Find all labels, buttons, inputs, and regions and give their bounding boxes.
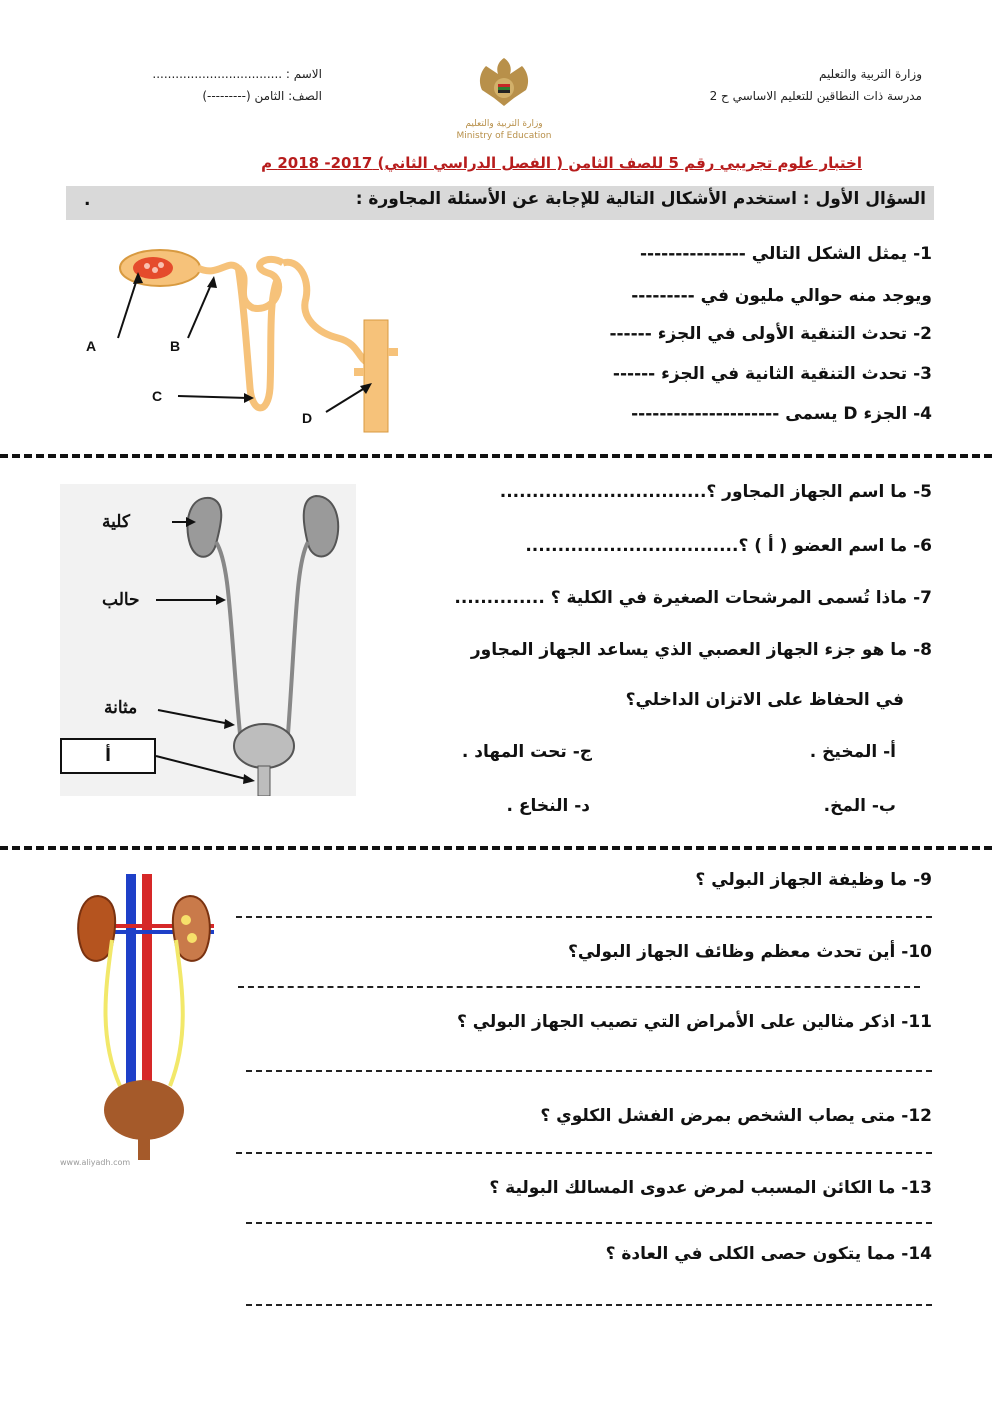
question-5: 5- ما اسم الجهاز المجاور ؟................................ — [499, 482, 932, 502]
urinary-system-diagram — [60, 484, 356, 796]
choice-a[interactable]: أ- المخيخ . — [809, 742, 896, 762]
answer-line-14[interactable] — [246, 1304, 932, 1306]
ministry-logo — [456, 54, 552, 144]
logo-text-en: Ministry of Education — [456, 131, 552, 141]
section1-heading — [66, 186, 934, 220]
urinary-color-diagram — [58, 866, 230, 1176]
eagle-emblem-icon — [456, 54, 552, 114]
question-2: 2- تحدث التنقية الأولى في الجزء ------ — [609, 324, 932, 344]
label-kidney: كلية — [102, 512, 130, 531]
question-10: 10- أين تحدث معظم وظائف الجهاز البولي؟ — [568, 942, 932, 962]
question-14: 14- مما يتكون حصى الكلى في العادة ؟ — [605, 1244, 932, 1264]
student-name-field[interactable]: الاسم : .................................. — [152, 67, 322, 81]
answer-line-12[interactable] — [236, 1152, 932, 1154]
section-divider — [0, 454, 992, 458]
answer-line-10[interactable] — [238, 986, 920, 988]
answer-line-9[interactable] — [236, 916, 932, 918]
label-ureter: حالب — [102, 590, 140, 609]
ministry-name: وزارة التربية والتعليم — [818, 67, 922, 81]
nephron-label-a: A — [86, 338, 97, 354]
question-4: 4- الجزء D يسمى --------------------- — [631, 404, 932, 424]
nephron-label-c: C — [152, 388, 163, 404]
choice-d[interactable]: د- النخاع . — [506, 796, 590, 816]
question-9: 9- ما وظيفة الجهاز البولي ؟ — [695, 870, 932, 890]
question-7: 7- ماذا تُسمى المرشحات الصغيرة في الكلية ؟ .............. — [454, 588, 932, 608]
question-8: 8- ما هو جزء الجهاز العصبي الذي يساعد الجهاز المجاور — [470, 640, 932, 660]
nephron-illustration — [78, 238, 408, 438]
urinary-color-illustration — [58, 866, 230, 1176]
question-6: 6- ما اسم العضو ( أ ) ؟................................. — [525, 536, 932, 556]
question-3: 3- تحدث التنقية الثانية في الجزء ------ — [612, 364, 932, 384]
section-divider — [0, 846, 992, 850]
section1-heading-text: السؤال الأول : استخدم الأشكال التالية للإجابة عن الأسئلة المجاورة : — [355, 189, 926, 209]
answer-line-13[interactable] — [246, 1222, 932, 1224]
nephron-label-d: D — [302, 410, 313, 426]
logo-text-ar: وزارة التربية والتعليم — [465, 119, 543, 129]
question-1: 1- يمثل الشكل التالي --------------- — [640, 244, 932, 264]
exam-title: اختبار علوم تجريبي رقم 5 للصف الثامن ( الفصل الدراسي الثاني) 2017- 2018 م — [261, 154, 862, 172]
nephron-label-b: B — [170, 338, 181, 354]
label-bladder: مثانة — [104, 698, 138, 717]
question-13: 13- ما الكائن المسبب لمرض عدوى المسالك البولية ؟ — [489, 1178, 932, 1198]
nephron-diagram — [78, 238, 408, 438]
question-11: 11- اذكر مثالين على الأمراض التي تصيب الجهاز البولي ؟ — [456, 1012, 932, 1032]
question-1b: ويوجد منه حوالي مليون في --------- — [631, 286, 932, 306]
grade-field[interactable]: الصف: الثامن (---------) — [202, 89, 322, 103]
choice-c[interactable]: ج- تحت المهاد . — [461, 742, 592, 762]
label-box-a-text: أ — [105, 746, 111, 766]
watermark: www.aliyadh.com — [60, 1158, 131, 1167]
label-box-a — [60, 738, 156, 774]
choice-b[interactable]: ب- المخ. — [823, 796, 896, 816]
section1-heading-dot: . — [84, 190, 91, 210]
school-name: مدرسة ذات النطاقين للتعليم الاساسي ح 2 — [709, 89, 922, 103]
question-8b: في الحفاظ على الاتزان الداخلي؟ — [625, 690, 904, 710]
answer-line-11[interactable] — [246, 1070, 932, 1072]
question-12: 12- متى يصاب الشخص بمرض الفشل الكلوي ؟ — [540, 1106, 932, 1126]
